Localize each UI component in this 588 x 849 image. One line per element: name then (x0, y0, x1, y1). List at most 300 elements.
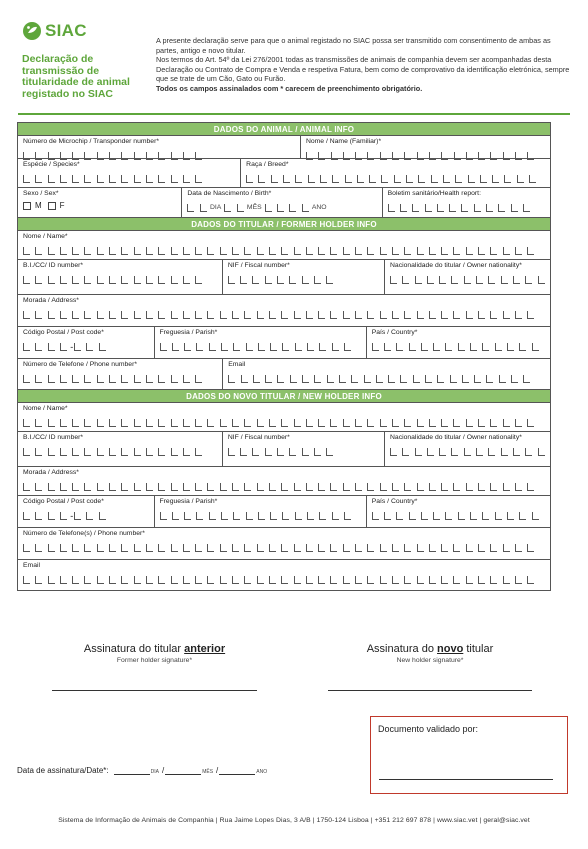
character-box (538, 276, 545, 284)
character-box (380, 576, 387, 584)
character-box (207, 483, 214, 491)
character-box (109, 276, 116, 284)
character-box (146, 311, 153, 319)
new-country-label: País / Country* (371, 498, 418, 505)
former-address-field[interactable] (18, 295, 550, 326)
character-box (415, 448, 422, 456)
validation-signature-line[interactable] (379, 779, 553, 780)
former-name-field[interactable] (18, 231, 550, 259)
character-box (380, 419, 387, 427)
new-parish-field[interactable] (155, 496, 367, 527)
former-signature-title: Assinatura do titular anterior (83, 643, 226, 655)
character-box (343, 483, 350, 491)
character-box (330, 544, 337, 552)
character-box (196, 343, 203, 351)
signature-day-input[interactable] (114, 766, 150, 775)
character-box (501, 448, 508, 456)
character-box (207, 544, 214, 552)
character-box (232, 544, 239, 552)
character-box (121, 375, 128, 383)
character-box (158, 276, 165, 284)
character-box (478, 311, 485, 319)
character-box (326, 448, 333, 456)
new-row-email (18, 560, 550, 590)
character-box (23, 483, 30, 491)
character-box (488, 448, 495, 456)
character-box (196, 512, 203, 520)
character-box (289, 448, 296, 456)
character-box (35, 276, 42, 284)
former-signature-subtitle: Former holder signature* (116, 657, 193, 664)
character-box (306, 544, 313, 552)
character-box (97, 375, 104, 383)
former-postcode-boxes[interactable]: - (23, 342, 149, 351)
character-box (314, 448, 321, 456)
character-box (318, 544, 325, 552)
character-box (478, 483, 485, 491)
character-box (318, 483, 325, 491)
character-box (355, 576, 362, 584)
character-box (295, 512, 302, 520)
character-box (48, 544, 55, 552)
character-box (314, 375, 321, 383)
character-box (351, 375, 358, 383)
character-box (318, 311, 325, 319)
character-box (109, 311, 116, 319)
character-box (35, 576, 42, 584)
character-box (171, 276, 178, 284)
character-box (503, 544, 510, 552)
character-box (343, 247, 350, 255)
character-box (396, 512, 403, 520)
character-box (445, 512, 452, 520)
character-box (221, 512, 228, 520)
character-box (183, 375, 190, 383)
row-species-breed (18, 159, 550, 188)
new-phone-field[interactable] (18, 528, 550, 559)
character-box (35, 419, 42, 427)
new-name-label: Nome / Name* (23, 405, 68, 412)
character-box (35, 448, 42, 456)
signature-date-label: Data de assinatura/Date*: (17, 766, 109, 775)
character-box (527, 419, 534, 427)
character-box (183, 448, 190, 456)
animal-name-field[interactable] (301, 136, 550, 158)
character-box (519, 343, 526, 351)
character-box (306, 311, 313, 319)
new-address-label: Morada / Address* (23, 469, 79, 476)
character-box (183, 276, 190, 284)
signature-year-hint: ANO (256, 769, 268, 775)
health-report-field[interactable] (383, 188, 550, 217)
character-box (501, 276, 508, 284)
character-box (195, 276, 202, 284)
character-box (244, 544, 251, 552)
new-phone-boxes[interactable] (23, 543, 545, 552)
character-box (241, 375, 248, 383)
character-box (277, 375, 284, 383)
former-country-boxes[interactable] (372, 342, 545, 351)
character-box (453, 419, 460, 427)
character-box (269, 483, 276, 491)
character-box (417, 419, 424, 427)
character-box (121, 483, 128, 491)
character-box (394, 175, 401, 183)
validation-label: Documento validado por: (378, 724, 479, 734)
character-box (246, 175, 253, 183)
signature-month-input[interactable] (165, 766, 201, 775)
character-box (97, 544, 104, 552)
character-box (525, 448, 532, 456)
character-box (265, 375, 272, 383)
character-box (372, 343, 379, 351)
new-id-boxes[interactable] (23, 447, 217, 456)
character-box (409, 343, 416, 351)
row-microchip-name (18, 136, 550, 159)
character-box (466, 483, 473, 491)
character-box (330, 419, 337, 427)
character-box (320, 175, 327, 183)
former-parish-boxes[interactable] (160, 342, 361, 351)
character-box (429, 576, 436, 584)
former-phone-field[interactable] (18, 359, 223, 389)
breed-label: Raça / Breed* (246, 161, 289, 168)
new-nationality-boxes[interactable] (390, 447, 545, 456)
new-name-field[interactable] (18, 403, 550, 431)
section-former-holder-heading: DADOS DO TITULAR / FORMER HOLDER INFO (18, 218, 550, 231)
character-box (433, 343, 440, 351)
character-box (511, 204, 518, 212)
character-box (482, 343, 489, 351)
character-box (258, 343, 265, 351)
new-email-field[interactable] (18, 560, 550, 590)
birth-day-hint: DIA (209, 204, 222, 211)
character-box (344, 343, 351, 351)
character-box (265, 448, 272, 456)
former-phone-boxes[interactable] (23, 374, 217, 383)
character-box (330, 483, 337, 491)
character-box (270, 512, 277, 520)
former-nationality-boxes[interactable] (390, 275, 545, 284)
former-email-label: Email (228, 361, 246, 368)
character-box (244, 311, 251, 319)
character-box (72, 375, 79, 383)
former-phone-label: Número de Telefone / Phone number* (23, 361, 137, 368)
character-box (490, 483, 497, 491)
character-box (302, 448, 309, 456)
character-box (23, 576, 30, 584)
character-box (60, 576, 67, 584)
character-box (504, 175, 511, 183)
character-box (400, 375, 407, 383)
character-box (48, 175, 55, 183)
character-box (134, 311, 141, 319)
character-box (441, 247, 448, 255)
character-box (318, 576, 325, 584)
character-box (332, 512, 339, 520)
character-box (121, 276, 128, 284)
character-box (294, 483, 301, 491)
character-box (258, 512, 265, 520)
siac-logo (22, 20, 87, 42)
character-box (60, 419, 67, 427)
character-box (209, 343, 216, 351)
character-box (220, 419, 227, 427)
character-box (488, 276, 495, 284)
character-box (295, 343, 302, 351)
character-box (515, 419, 522, 427)
character-box (519, 512, 526, 520)
character-box (355, 419, 362, 427)
character-box (367, 576, 374, 584)
character-box (171, 419, 178, 427)
character-box (527, 311, 534, 319)
former-id-boxes[interactable] (23, 275, 217, 284)
character-box (257, 247, 264, 255)
character-box (343, 419, 350, 427)
character-box (257, 576, 264, 584)
new-country-boxes[interactable] (372, 511, 545, 520)
former-parish-field[interactable] (155, 327, 367, 358)
character-box (453, 576, 460, 584)
character-box (380, 311, 387, 319)
character-box (184, 343, 191, 351)
signature-date-field (17, 766, 270, 775)
character-box (445, 343, 452, 351)
character-box (257, 311, 264, 319)
character-box (281, 483, 288, 491)
character-box (482, 512, 489, 520)
former-signature-line[interactable] (52, 690, 257, 691)
birth-date-field[interactable] (182, 188, 382, 217)
former-nationality-field[interactable] (385, 260, 550, 294)
character-box (220, 544, 227, 552)
character-box (158, 247, 165, 255)
character-box (431, 175, 438, 183)
breed-field[interactable] (241, 159, 550, 187)
character-box (281, 576, 288, 584)
character-box (314, 276, 321, 284)
character-box (409, 512, 416, 520)
character-box (220, 483, 227, 491)
character-box (244, 419, 251, 427)
character-box (294, 419, 301, 427)
character-box (433, 512, 440, 520)
new-postcode-label: Código Postal / Post code* (23, 498, 104, 505)
character-box (172, 343, 179, 351)
birth-date-boxes[interactable] (187, 203, 376, 212)
character-box (495, 343, 502, 351)
character-box (232, 311, 239, 319)
character-box (269, 419, 276, 427)
sex-field (18, 188, 182, 217)
character-box (121, 247, 128, 255)
character-box (72, 247, 79, 255)
signature-year-input[interactable] (219, 766, 255, 775)
character-box (195, 175, 202, 183)
character-box (134, 175, 141, 183)
character-box (233, 343, 240, 351)
character-box (48, 311, 55, 319)
character-box (121, 576, 128, 584)
character-box (158, 375, 165, 383)
sex-m-checkbox[interactable] (23, 202, 31, 210)
former-nif-field[interactable] (223, 260, 385, 294)
former-address-boxes[interactable] (23, 310, 545, 319)
new-country-field[interactable] (367, 496, 550, 527)
new-name-boxes[interactable] (23, 418, 545, 427)
character-box (417, 483, 424, 491)
new-address-boxes[interactable] (23, 482, 545, 491)
character-box (158, 448, 165, 456)
character-box (306, 419, 313, 427)
date-separator: / (161, 766, 165, 775)
character-box (527, 576, 534, 584)
species-field[interactable] (18, 159, 241, 187)
new-postcode-boxes[interactable]: - (23, 511, 149, 520)
character-box (48, 419, 55, 427)
sex-f-checkbox[interactable] (48, 202, 56, 210)
character-box (476, 276, 483, 284)
character-box (84, 576, 91, 584)
former-postcode-field[interactable] (18, 327, 155, 358)
character-box (171, 247, 178, 255)
new-signature-subtitle: New holder signature* (396, 657, 464, 664)
microchip-field[interactable] (18, 136, 301, 158)
character-box (498, 204, 505, 212)
character-box (207, 576, 214, 584)
new-parish-boxes[interactable] (160, 511, 361, 520)
character-box (466, 311, 473, 319)
new-nationality-label: Nacionalidade do titular / Owner nationality* (390, 434, 522, 441)
character-box (380, 483, 387, 491)
new-nif-boxes[interactable] (228, 447, 379, 456)
character-box (269, 311, 276, 319)
character-box (318, 247, 325, 255)
character-box (72, 311, 79, 319)
former-nif-boxes[interactable] (228, 275, 379, 284)
former-country-field[interactable] (367, 327, 550, 358)
new-email-label: Email (23, 562, 40, 569)
character-box (402, 276, 409, 284)
character-box (308, 175, 315, 183)
character-box (429, 544, 436, 552)
character-box (503, 419, 510, 427)
character-box (392, 419, 399, 427)
character-box (228, 375, 235, 383)
health-report-boxes[interactable] (388, 203, 545, 212)
character-box (294, 247, 301, 255)
character-box (171, 311, 178, 319)
former-name-boxes[interactable] (23, 246, 545, 255)
character-box (171, 175, 178, 183)
character-box (146, 175, 153, 183)
character-box (35, 483, 42, 491)
character-box (458, 512, 465, 520)
character-box (134, 419, 141, 427)
character-box (466, 544, 473, 552)
date-separator: / (216, 766, 219, 775)
section-animal-heading: DADOS DO ANIMAL / ANIMAL INFO (18, 123, 550, 136)
new-signature-line[interactable] (328, 690, 532, 691)
character-box (450, 375, 457, 383)
former-row-name (18, 231, 550, 260)
character-box (72, 544, 79, 552)
character-box (294, 311, 301, 319)
character-box (417, 576, 424, 584)
character-box (257, 483, 264, 491)
character-box (23, 311, 30, 319)
character-box (109, 375, 116, 383)
former-email-field[interactable] (223, 359, 550, 389)
character-box (23, 544, 30, 552)
character-box (486, 375, 493, 383)
character-box (464, 276, 471, 284)
character-box (121, 544, 128, 552)
character-box (499, 375, 506, 383)
character-box (183, 419, 190, 427)
character-box (23, 175, 30, 183)
character-box (97, 576, 104, 584)
character-box (326, 276, 333, 284)
character-box (134, 276, 141, 284)
character-box (344, 512, 351, 520)
character-box (84, 419, 91, 427)
character-box (195, 448, 202, 456)
character-box (84, 311, 91, 319)
character-box (158, 483, 165, 491)
character-box (282, 512, 289, 520)
breed-boxes[interactable] (246, 174, 545, 183)
paw-leaf-icon (22, 21, 42, 41)
character-box (417, 247, 424, 255)
new-address-field[interactable] (18, 467, 550, 495)
former-email-boxes[interactable] (228, 374, 545, 383)
signature-day-hint: DIA (150, 769, 159, 775)
character-box (171, 448, 178, 456)
species-boxes[interactable] (23, 174, 235, 183)
new-nif-label: NIF / Fiscal number* (227, 434, 290, 441)
character-box (343, 576, 350, 584)
new-nationality-field[interactable] (385, 432, 550, 466)
former-nationality-label: Nacionalidade do titular / Owner nationality* (390, 262, 522, 269)
character-box (146, 544, 153, 552)
character-box (258, 175, 265, 183)
character-box (384, 343, 391, 351)
character-box (146, 419, 153, 427)
new-id-field[interactable] (18, 432, 223, 466)
character-box (97, 483, 104, 491)
character-box (421, 343, 428, 351)
character-box (404, 311, 411, 319)
new-email-boxes[interactable] (23, 575, 545, 584)
new-postcode-field[interactable] (18, 496, 155, 527)
character-box (146, 276, 153, 284)
character-box (478, 419, 485, 427)
character-box (492, 175, 499, 183)
new-nif-field[interactable] (223, 432, 385, 466)
new-parish-label: Freguesia / Parish* (159, 498, 218, 505)
former-id-field[interactable] (18, 260, 223, 294)
character-box (281, 247, 288, 255)
character-box (319, 343, 326, 351)
character-box (60, 276, 67, 284)
character-box (523, 375, 530, 383)
character-box (302, 276, 309, 284)
character-box (60, 448, 67, 456)
character-box (195, 483, 202, 491)
character-box (515, 247, 522, 255)
